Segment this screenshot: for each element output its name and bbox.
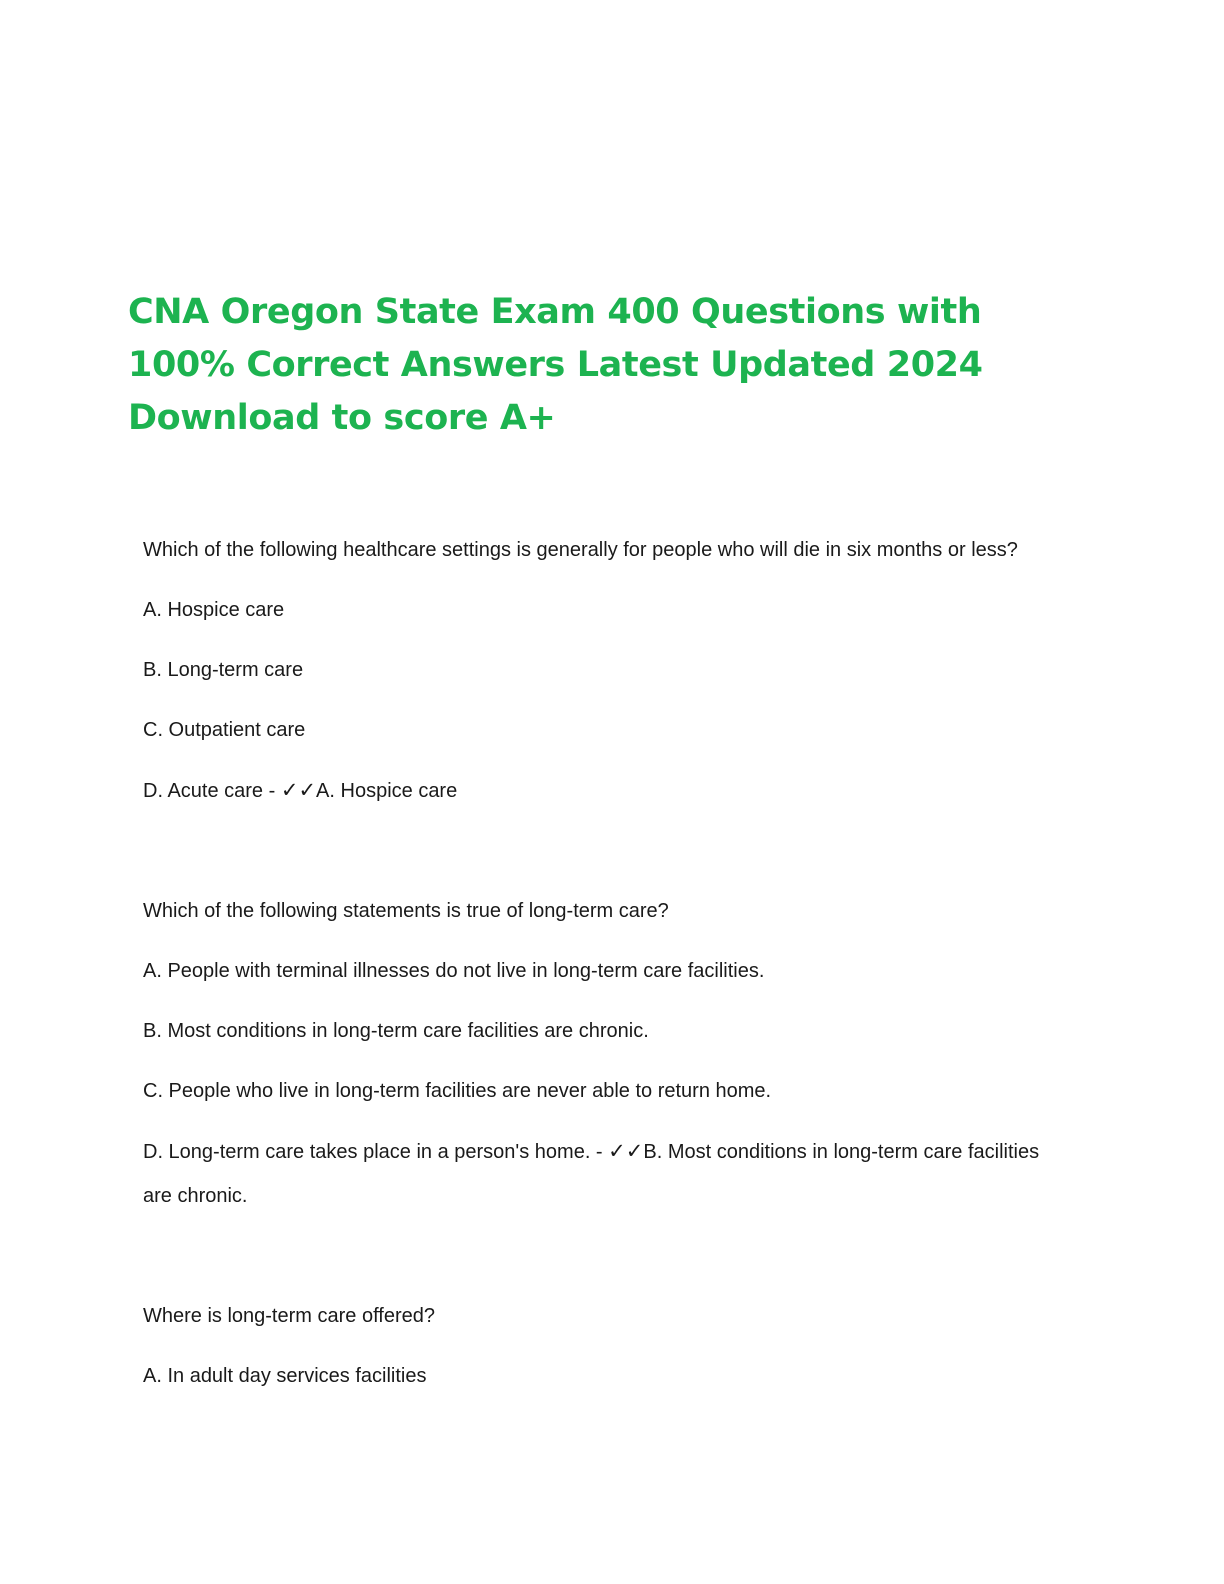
question-3 — [143, 1294, 1073, 1398]
check-mark-icon: ✓✓ — [608, 1139, 644, 1163]
option-b: B. Most conditions in long-term care facilities are chronic. — [143, 1020, 649, 1042]
document-title: CNA Oregon State Exam 400 Questions with 100% Correct Answers Latest Updated 2024 Download to score A+ — [128, 292, 983, 438]
answer-separator: - — [590, 1141, 609, 1163]
correct-answer: A. Hospice care — [316, 780, 458, 802]
check-mark-icon: ✓✓ — [280, 778, 317, 802]
option-b: B. Long-term care — [143, 659, 304, 681]
option-a: A. In adult day services facilities — [143, 1365, 427, 1387]
question-list — [143, 528, 1073, 1398]
question-text: Where is long-term care offered? — [143, 1305, 435, 1327]
question-text: Which of the following statements is true of long-term care? — [143, 900, 669, 922]
option-a: A. Hospice care — [143, 599, 285, 621]
correct-answer: B. Most conditions in long-term care facilities are chronic. — [143, 1141, 1040, 1207]
option-d: D. Long-term care takes place in a person's home. — [143, 1141, 591, 1163]
question-1 — [143, 528, 1073, 813]
option-c: C. Outpatient care — [143, 719, 306, 741]
option-a: A. People with terminal illnesses do not live in long-term care facilities. — [143, 960, 765, 982]
question-2 — [143, 889, 1073, 1218]
option-d: D. Acute care — [143, 780, 264, 802]
question-text: Which of the following healthcare settings is generally for people who will die in six months or less? — [143, 539, 1018, 561]
option-d-with-answer — [143, 768, 1073, 813]
option-c: C. People who live in long-term facilities are never able to return home. — [143, 1080, 772, 1102]
option-d-with-answer — [143, 1129, 1073, 1218]
answer-separator: - — [263, 780, 281, 802]
